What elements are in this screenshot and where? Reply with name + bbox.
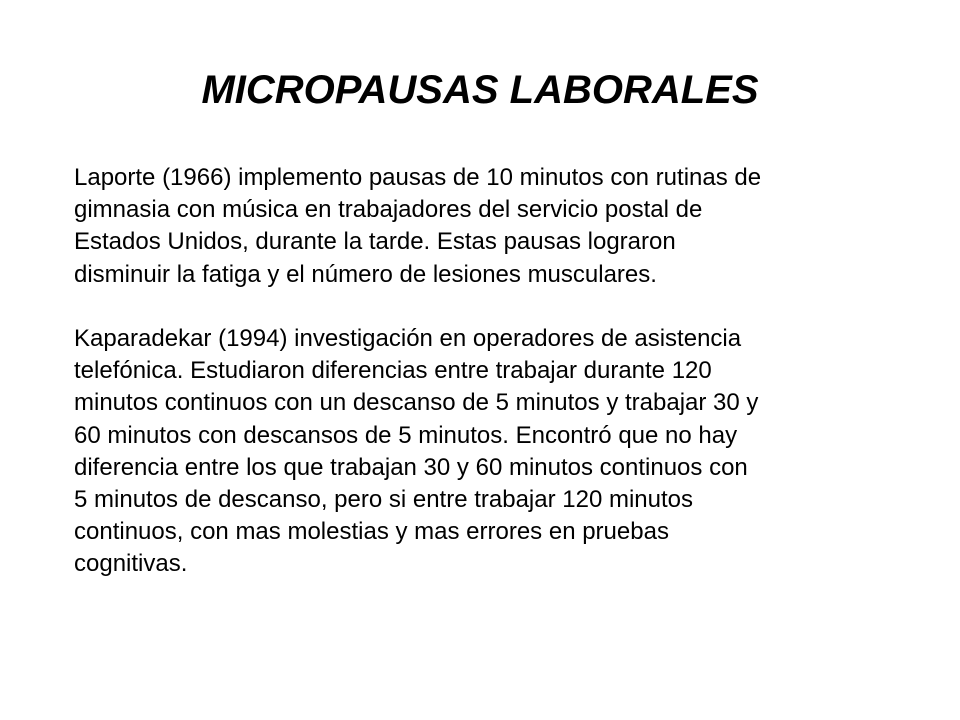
paragraph-line: Estados Unidos, durante la tarde. Estas pausas lograron <box>74 228 676 256</box>
slide-body <box>74 162 894 581</box>
paragraph-line: continuos, con mas molestias y mas errores en pruebas <box>74 518 669 546</box>
paragraph-line: 5 minutos de descanso, pero si entre trabajar 120 minutos <box>74 486 694 514</box>
paragraph-line: Laporte (1966) implemento pausas de 10 minutos con rutinas de <box>74 164 762 191</box>
paragraph-line: telefónica. Estudiaron diferencias entre trabajar durante 120 <box>74 357 712 385</box>
paragraph-laporte <box>74 162 894 291</box>
paragraph-line: minutos continuos con un descanso de 5 minutos y trabajar 30 y <box>74 389 759 417</box>
paragraph-line: disminuir la fatiga y el número de lesiones musculares. <box>74 260 657 288</box>
paragraph-spacer <box>74 291 894 323</box>
paragraph-kaparadekar <box>74 323 894 581</box>
slide-title: MICROPAUSAS LABORALES <box>201 68 759 112</box>
paragraph-line: 60 minutos con descansos de 5 minutos. Encontró que no hay <box>74 421 738 449</box>
paragraph-line: cognitivas. <box>74 550 188 578</box>
paragraph-line: diferencia entre los que trabajan 30 y 60 minutos continuos con <box>74 453 748 481</box>
paragraph-line: Kaparadekar (1994) investigación en operadores de asistencia <box>74 325 742 352</box>
paragraph-line: gimnasia con música en trabajadores del servicio postal de <box>74 196 703 224</box>
